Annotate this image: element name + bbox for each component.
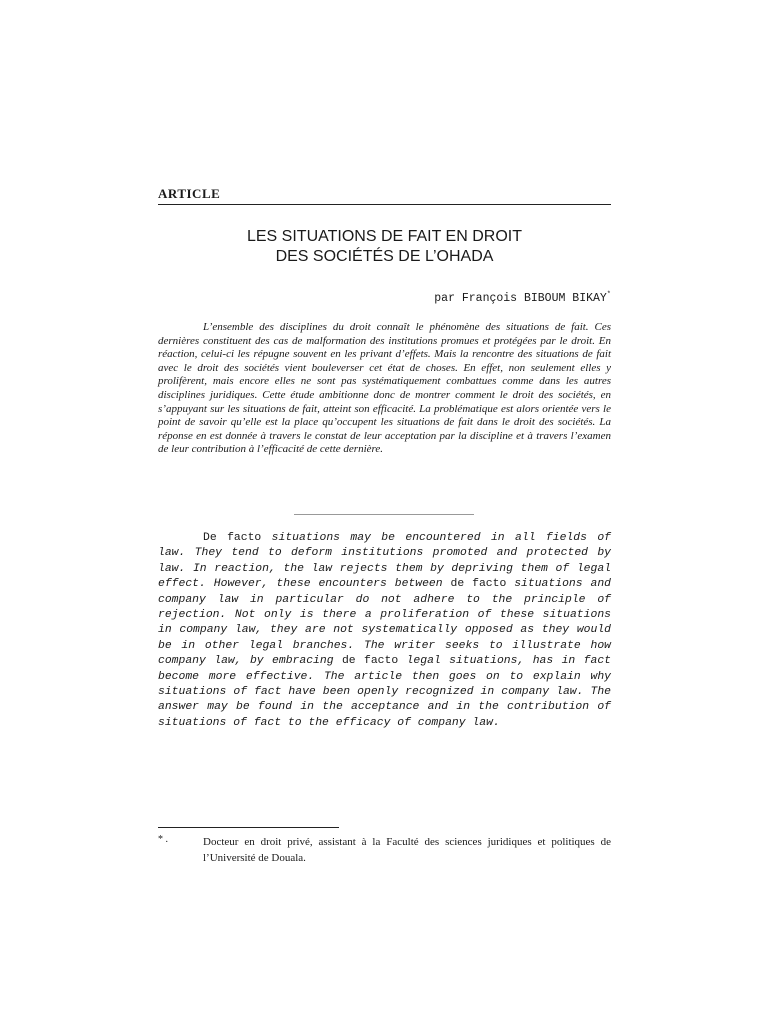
footnote-text: Docteur en droit privé, assistant à la Faculté des sciences juridiques et politiques de l’Université de Douala. <box>203 836 611 864</box>
abstract-english <box>158 531 611 731</box>
title-line-2: DES SOCIÉTÉS DE L’OHADA <box>275 248 494 265</box>
abstract-english-text-1: situations may be encountered in all fields of law. They tend to deform institutions promoted and protected by law. In reaction, the law rejects them by depriving them of legal effect. However, these encounters between <box>158 532 611 591</box>
article-title <box>158 227 611 267</box>
section-label: ARTICLE <box>158 186 221 201</box>
abstract-separator <box>294 514 474 515</box>
abstract-french: L’ensemble des disciplines du droit connaît le phénomène des situations de fait. Ces dernières constituent des cas de malformation des institutions promues et protégées par le droit. En réaction, celui-ci les répugne souvent en les privant d’effets. Mais la rencontre des situations de fait avec le droit des sociétés vient bouleverser cet état de choses. En effet, non seulement elles y prolifèrent, mais encore elles ne sont pas systématiquement combattues comme dans les autres disciplines juridiques. Cette étude ambitionne donc de montrer comment le droit des sociétés, en s’appuyant sur les situations de fait, atteint son efficacité. La problématique est alors orientée vers le point de savoir qu’elle est la place qu’occupent les situations de fait dans le droit des sociétés. La réponse en est donnée à travers le constat de leur acceptation par la discipline et à travers l’examen de leur contribution à l’efficacité de cette dernière. <box>158 321 611 456</box>
title-line-1: LES SITUATIONS DE FAIT EN DROIT <box>246 228 522 245</box>
abstract-english-text-2: situations and company law in particular do not adhere to the principle of rejection. Not only is there a proliferation of these situations in company law, they are not systematically opposed as they would be in other legal branches. The writer seeks to illustrate how company law, by embracing <box>158 578 611 668</box>
author-line <box>434 291 611 305</box>
de-facto-term: de facto <box>341 655 399 668</box>
abstract-english-text-3: legal situations, has in fact become more effective. The article then goes on to explain why situations of fact have been openly recognized in company law. The answer may be found in the acceptance and in the contribution of situations of fact to the efficacy of company law. <box>158 655 611 729</box>
section-rule <box>158 204 611 205</box>
de-facto-term: de facto <box>450 578 507 591</box>
de-facto-term: De facto <box>203 532 262 544</box>
author-footnote-mark: * <box>606 291 611 299</box>
footnote-rule <box>158 827 339 828</box>
author-name: par François BIBOUM BIKAY <box>434 292 607 305</box>
footnote-marker: * . <box>158 834 168 845</box>
